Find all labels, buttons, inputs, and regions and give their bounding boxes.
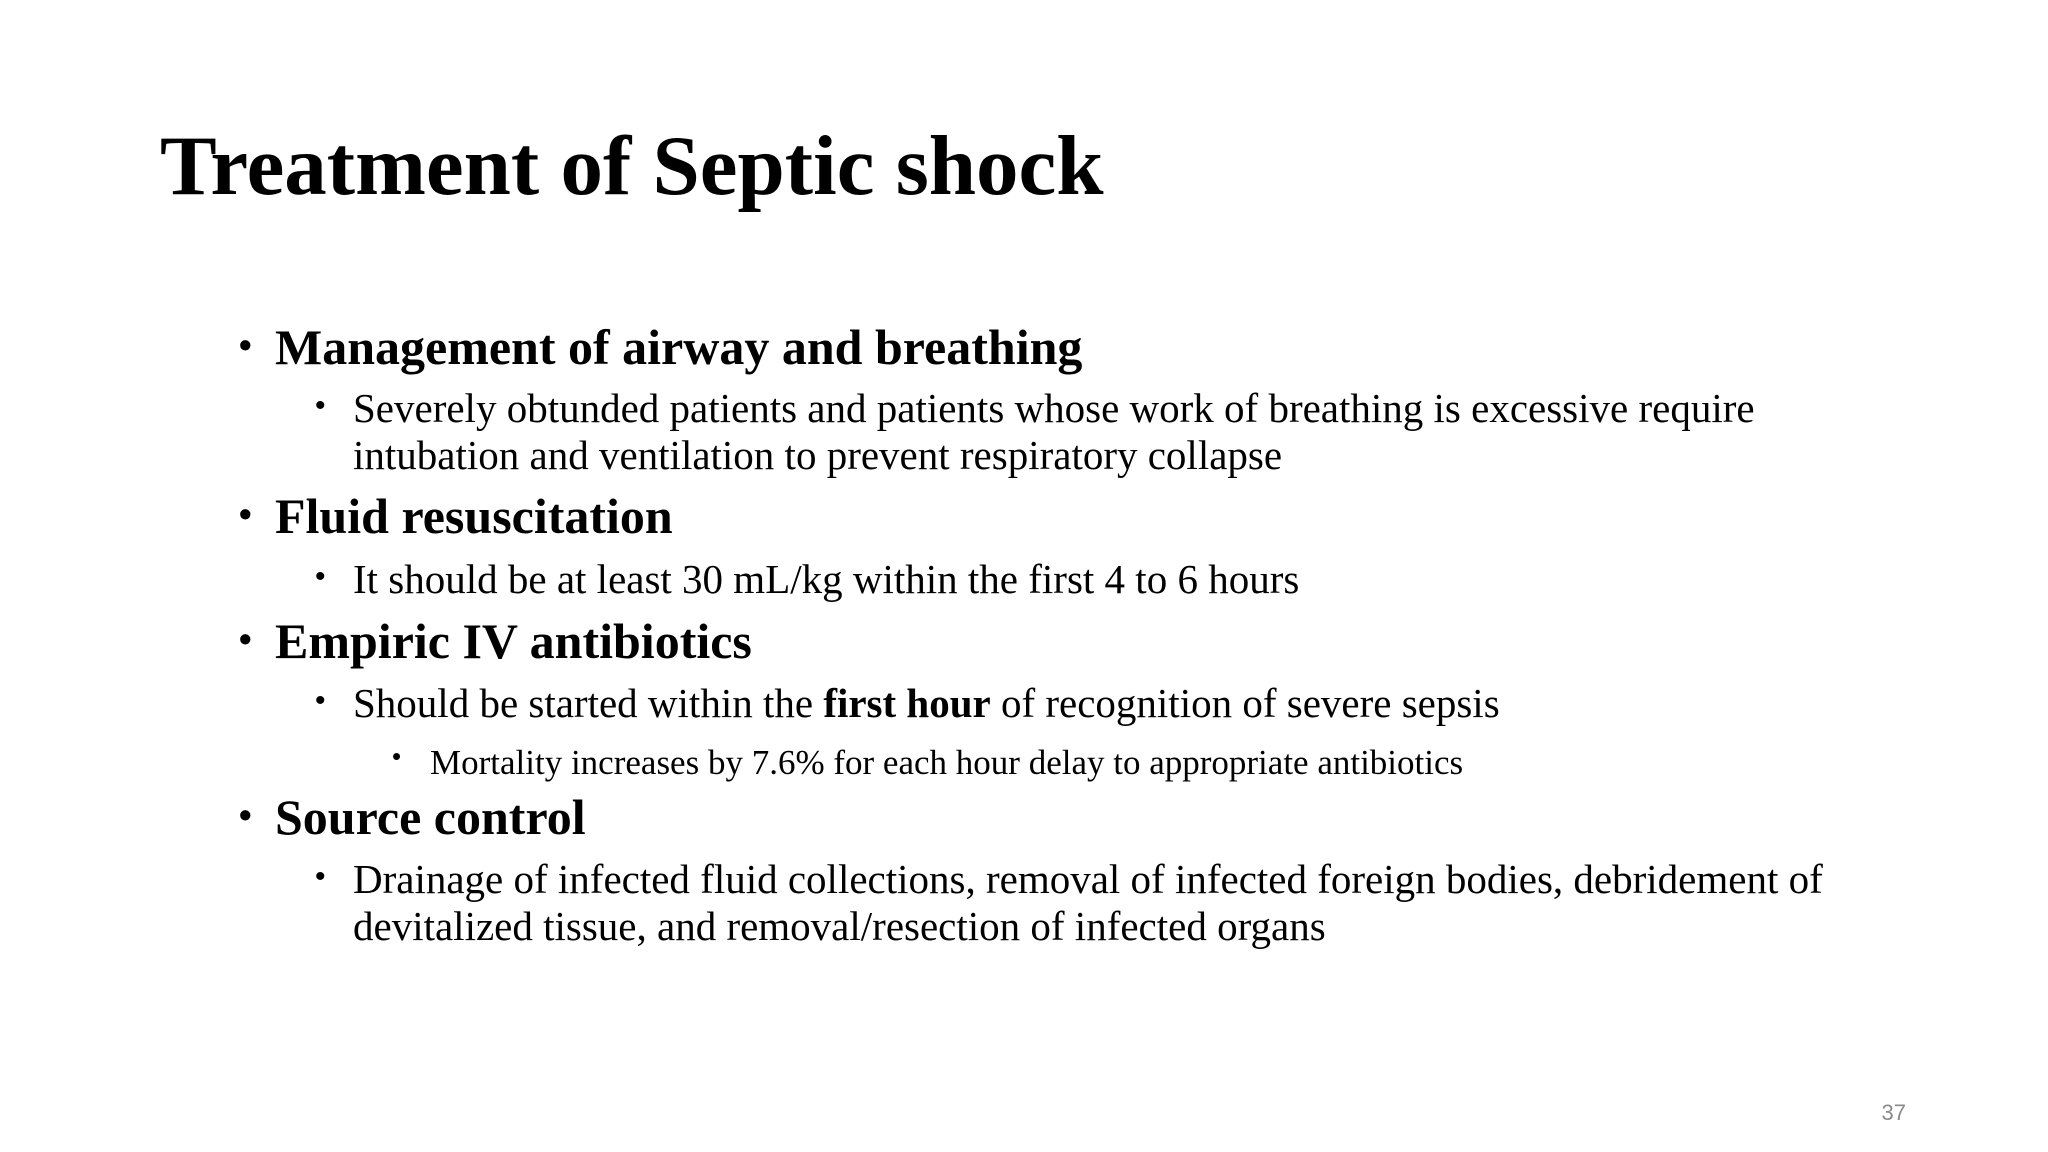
point-text-after: of recognition of severe sepsis [990,680,1500,726]
heading-text: Management of airway and breathing [275,319,1083,375]
heading-empiric-antibiotics [239,612,752,670]
point-empiric-antibiotics [315,680,1500,727]
point-text-line-1: It should be at least 30 mL/kg within the first 4 to 6 hours [353,556,1300,602]
point-text-line-1: Drainage of infected fluid collections, removal of infected foreign bodies, debridement of [353,856,1823,902]
bullet-icon: • [239,493,252,534]
point-text-before: Should be started within the [353,680,824,726]
point-text-emphasis: first hour [823,680,991,726]
page-number: 37 [1881,1100,1906,1125]
heading-source-control [239,788,586,846]
point-text-line-2: intubation and ventilation to prevent respiratory collapse [353,432,1283,478]
slide-title: Treatment of Septic shock [160,119,1104,213]
bullet-icon: • [239,618,252,659]
bullet-icon: • [239,794,252,835]
subpoint-mortality [392,739,1464,786]
heading-text: Source control [275,789,586,845]
subpoint-text: Mortality increases by 7.6% for each hour delay to appropriate antibiotics [430,743,1464,782]
point-airway-breathing [315,385,1755,479]
heading-airway-breathing [239,318,1083,376]
bullet-icon: • [315,860,326,893]
heading-text: Fluid resuscitation [275,488,673,544]
bullet-icon: • [315,389,326,422]
bullet-icon: • [315,560,326,593]
point-text-line-2: devitalized tissue, and removal/resection of infected organs [353,903,1326,949]
bullet-icon: • [392,741,402,771]
point-text-line-1 [353,680,1500,727]
heading-fluid-resuscitation [239,487,673,545]
point-text-line-1: Severely obtunded patients and patients whose work of breathing is excessive require [353,385,1755,431]
point-fluid-resuscitation [315,556,1300,603]
heading-text: Empiric IV antibiotics [275,613,752,669]
point-source-control [315,856,1823,950]
bullet-icon: • [239,324,252,365]
bullet-icon: • [315,684,326,717]
